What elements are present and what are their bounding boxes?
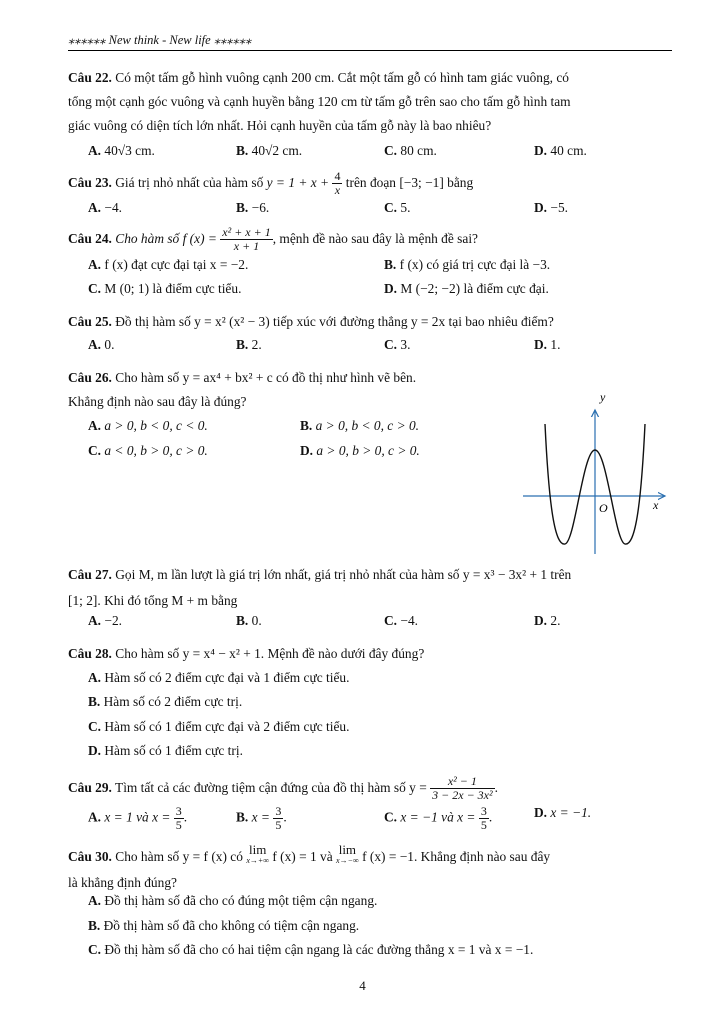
option-c[interactable]: C. −4.	[384, 613, 418, 628]
option-d[interactable]: D. 1.	[534, 337, 561, 352]
question-28	[68, 642, 674, 666]
option-c[interactable]: C. 3.	[384, 337, 411, 352]
y-axis-label: y	[600, 390, 606, 404]
question-text: Đồ thị hàm số y = x² (x² − 3) tiếp xúc với đường thẳng y = 2x tại bao nhiêu điểm?	[115, 314, 554, 329]
question-number: Câu 26.	[68, 370, 112, 385]
answer-row	[68, 613, 674, 635]
question-text: f (x) = −1. Khẳng định nào sau đây	[362, 849, 551, 864]
question-text: Tìm tất cả các đường tiệm cận đứng của đồ thị hàm số y =	[115, 780, 427, 795]
option-c[interactable]: C. 5.	[384, 200, 411, 215]
question-text: Giá trị nhỏ nhất của hàm số	[115, 175, 264, 190]
option-c[interactable]: C. 80 cm.	[384, 143, 437, 158]
option-a[interactable]: A. −4.	[88, 200, 122, 215]
option-b[interactable]: B. f (x) có giá trị cực đại là −3.	[384, 257, 551, 272]
x-axis-label: x	[653, 498, 659, 512]
question-30	[68, 844, 674, 896]
option-b[interactable]: B. −6.	[236, 200, 270, 215]
question-number: Câu 22.	[68, 70, 112, 85]
option-b[interactable]: B. a > 0, b < 0, c > 0.	[300, 418, 419, 433]
question-text: Cho hàm số y = ax⁴ + bx² + c có đồ thị như hình vẽ bên.	[115, 370, 417, 385]
question-23	[68, 168, 674, 198]
option-a[interactable]: A. x = 1 và x = $\frac{3}{5}$ .	[88, 804, 188, 832]
option-a[interactable]: A. 0.	[88, 337, 115, 352]
question-29: Câu 29. Tìm tất cả các đường tiệm cận đứng của đồ thị hàm số y = $\frac{\text{x² − 1}}{\text{3 − 2x − 3x²}}$ .	[68, 774, 498, 803]
question-number: Câu 23.	[68, 175, 112, 190]
limit-expression: lim x→−∞	[336, 842, 359, 865]
question-22	[68, 66, 674, 138]
answer-row	[68, 694, 674, 716]
option-c[interactable]: C. a < 0, b > 0, c > 0.	[88, 443, 208, 458]
limit-expression: lim x→+∞	[246, 842, 269, 865]
option-a[interactable]: A. f (x) đạt cực đại tại x = −2.	[88, 257, 249, 272]
option-d[interactable]: D. 2.	[534, 613, 561, 628]
quartic-graph	[515, 388, 675, 560]
math-expression: y = 1 + x +	[266, 175, 330, 190]
option-a[interactable]: A. a > 0, b < 0, c < 0.	[88, 418, 208, 433]
question-text: [1; 2]. Khi đó tổng M + m bằng	[68, 593, 238, 608]
answer-row	[68, 805, 674, 837]
question-text: tổng một cạnh góc vuông và cạnh huyền bằng 120 cm từ tấm gỗ trên sao cho tấm gỗ hình tam	[68, 94, 571, 109]
option-a[interactable]: A. 40√3 cm.	[88, 143, 155, 158]
option-d[interactable]: D. Hàm số có 1 điểm cực trị.	[88, 743, 243, 758]
question-number: Câu 27.	[68, 567, 112, 582]
option-a[interactable]: A. −2.	[88, 613, 122, 628]
fraction: $\frac{\text{x² + x + 1}}{x + 1}$	[222, 225, 271, 254]
option-b[interactable]: B. 40√2 cm.	[236, 143, 303, 158]
question-text: f (x) = 1 và	[272, 849, 333, 864]
question-text: giác vuông có diện tích lớn nhất. Hỏi cạnh huyền của tấm gỗ này là bao nhiêu?	[68, 118, 492, 133]
question-number: Câu 29.	[68, 780, 112, 795]
answer-row	[68, 200, 674, 222]
answer-row	[68, 719, 674, 741]
option-b[interactable]: B. Đồ thị hàm số đã cho không có tiệm cận ngang.	[88, 918, 360, 933]
page-number: 4	[359, 978, 366, 993]
option-d[interactable]: D. −5.	[534, 200, 568, 215]
question-number: Câu 25.	[68, 314, 112, 329]
option-d[interactable]: D. M (−2; −2) là điểm cực đại.	[384, 281, 549, 296]
option-d[interactable]: D. a > 0, b > 0, c > 0.	[300, 443, 420, 458]
question-number: Câu 24.	[68, 231, 112, 246]
question-text: Cho hàm số y = f (x) có	[115, 849, 243, 864]
answer-row	[68, 143, 674, 165]
option-a[interactable]: A. Đồ thị hàm số đã cho có đúng một tiệm cận ngang.	[88, 893, 378, 908]
answer-row	[68, 918, 674, 940]
option-d[interactable]: D. 40 cm.	[534, 143, 587, 158]
question-text: Cho hàm số y = x⁴ − x² + 1. Mệnh đề nào dưới đây đúng?	[115, 646, 425, 661]
fraction: $\frac{4}{x}$	[334, 169, 341, 198]
option-b[interactable]: B. x = $\frac{3}{5}$ .	[236, 804, 287, 832]
question-text: Khẳng định nào sau đây là đúng?	[68, 394, 247, 409]
page-header: ⁎⁎⁎⁎⁎⁎ New think - New life ⁎⁎⁎⁎⁎⁎	[68, 32, 672, 51]
option-d[interactable]: D. x = −1.	[534, 805, 592, 820]
answer-row	[68, 281, 674, 303]
question-number: Câu 30.	[68, 849, 112, 864]
option-a[interactable]: A. Hàm số có 2 điểm cực đại và 1 điểm cực tiểu.	[88, 670, 350, 685]
answer-row	[68, 743, 674, 765]
option-c[interactable]: C. x = −1 và x = $\frac{3}{5}$ .	[384, 804, 493, 832]
answer-row	[68, 893, 674, 915]
fraction: $\frac{\text{x² − 1}}{\text{3 − 2x − 3x²}}$	[432, 774, 493, 803]
option-b[interactable]: B. Hàm số có 2 điểm cực trị.	[88, 694, 243, 709]
answer-row	[68, 942, 674, 964]
answer-row	[68, 337, 674, 359]
question-24	[68, 222, 674, 256]
option-b[interactable]: B. 0.	[236, 613, 262, 628]
option-c[interactable]: C. Đồ thị hàm số đã cho có hai tiệm cận ngang là các đường thẳng x = 1 và x = −1.	[88, 942, 534, 957]
question-text: là khẳng định đúng?	[68, 875, 177, 890]
option-c[interactable]: C. M (0; 1) là điểm cực tiểu.	[88, 281, 242, 296]
origin-label: O	[599, 501, 608, 515]
question-27	[68, 562, 674, 614]
question-number: Câu 28.	[68, 646, 112, 661]
answer-row	[68, 670, 674, 692]
option-c[interactable]: C. Hàm số có 1 điểm cực đại và 2 điểm cực tiểu.	[88, 719, 350, 734]
answer-row	[68, 257, 674, 279]
question-text: Cho hàm số f (x) =	[115, 231, 217, 246]
question-text: Gọi M, m lần lượt là giá trị lớn nhất, giá trị nhỏ nhất của hàm số y = x³ − 3x² + 1 trên	[115, 567, 572, 582]
question-text: trên đoạn [−3; −1] bằng	[345, 175, 474, 190]
question-25	[68, 310, 674, 334]
question-text: , mệnh đề nào sau đây là mệnh đề sai?	[272, 231, 478, 246]
option-b[interactable]: B. 2.	[236, 337, 262, 352]
question-text: Có một tấm gỗ hình vuông cạnh 200 cm. Cắt một tấm gỗ có hình tam giác vuông, có	[115, 70, 569, 85]
